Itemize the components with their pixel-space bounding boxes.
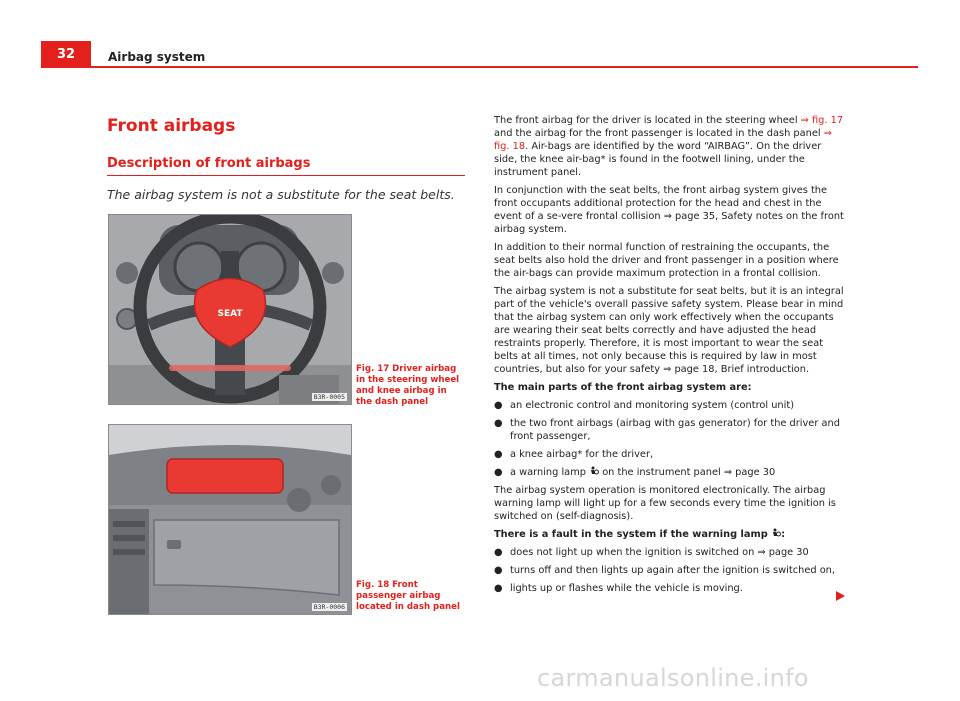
fault-heading: There is a fault in the system if the warning lamp : bbox=[494, 529, 786, 540]
section-title: Front airbags bbox=[107, 116, 236, 136]
list-item: ● a warning lamp on the instrument panel ⇒ page 30 bbox=[494, 467, 776, 478]
continue-arrow-icon bbox=[836, 591, 845, 601]
figure-17-code: B3R-0005 bbox=[313, 393, 345, 401]
intro-text: The airbag system is not a substitute for the seat belts. bbox=[107, 187, 455, 202]
seat-logo: SEAT bbox=[217, 309, 243, 319]
paragraph-1: The front airbag for the driver is located in the steering wheel ⇒ fig. 17 and the airbag for the front passenger is located in the dash panel ⇒ fig. 18. Air-bags are identified by the word “AIRBAG”. On the driver side, the knee air-bag* is found in the footwell lining, under the instrument panel. bbox=[494, 115, 844, 178]
body-text bbox=[494, 114, 846, 600]
parts-heading: The main parts of the front airbag system are: bbox=[494, 382, 752, 393]
list-item: ● does not light up when the ignition is switched on ⇒ page 30 bbox=[494, 547, 809, 558]
figure-18-passenger-dash bbox=[108, 424, 352, 615]
paragraph-5: The airbag system operation is monitored electronically. The airbag warning lamp will light up for a few seconds every time the ignition is switched on (self-diagnosis). bbox=[494, 485, 836, 522]
figure-18-caption: Fig. 18 Front passenger airbag located in dash panel bbox=[356, 580, 460, 612]
paragraph-2: In conjunction with the seat belts, the front airbag system gives the front occupants additional protection for the head and chest in the event of a se-vere frontal collision ⇒ page 35, Safety notes on the front airbag system. bbox=[494, 185, 844, 235]
header-title: Airbag system bbox=[108, 50, 206, 64]
airbag-warning-lamp-icon bbox=[771, 528, 781, 538]
paragraph-3: In addition to their normal function of restraining the occupants, the seat belts also hold the driver and front passenger in a position where the air-bags can provide maximum protection in a frontal collision. bbox=[494, 242, 839, 279]
fig-17-link[interactable]: ⇒ fig. 17 bbox=[800, 115, 844, 126]
subsection-title: Description of front airbags bbox=[107, 156, 311, 171]
figure-17-caption: Fig. 17 Driver airbag in the steering wheel and knee airbag in the dash panel bbox=[356, 364, 460, 407]
list-item: ● a knee airbag* for the driver, bbox=[494, 449, 654, 460]
list-item: ● the two front airbags (airbag with gas generator) for the driver and front passenger, bbox=[494, 418, 840, 442]
subsection-rule bbox=[107, 175, 465, 176]
figure-17-steering-wheel bbox=[108, 214, 352, 405]
watermark: carmanualsonline.info bbox=[537, 664, 809, 692]
list-item: ● lights up or flashes while the vehicle is moving. bbox=[494, 583, 743, 594]
header-rule bbox=[91, 66, 918, 68]
fig-18-link[interactable]: ⇒ fig. 18 bbox=[494, 128, 832, 152]
paragraph-4: The airbag system is not a substitute for seat belts, but it is an integral part of the vehicle's overall passive safety system. Please bear in mind that the airbag system can only work effectively when the occupants are wearing their seat belts correctly and have adjusted the head restraints properly. Therefore, it is most important to wear the seat belts at all times, not only because this is required by law in most countries, but also for your safety ⇒ page 18, Brief introduction. bbox=[494, 286, 844, 375]
airbag-warning-lamp-icon bbox=[589, 466, 599, 476]
page-number: 32 bbox=[41, 41, 91, 68]
figure-18-code: B3R-0006 bbox=[313, 603, 345, 611]
list-item: ● an electronic control and monitoring system (control unit) bbox=[494, 400, 795, 411]
list-item: ● turns off and then lights up again after the ignition is switched on, bbox=[494, 565, 836, 576]
